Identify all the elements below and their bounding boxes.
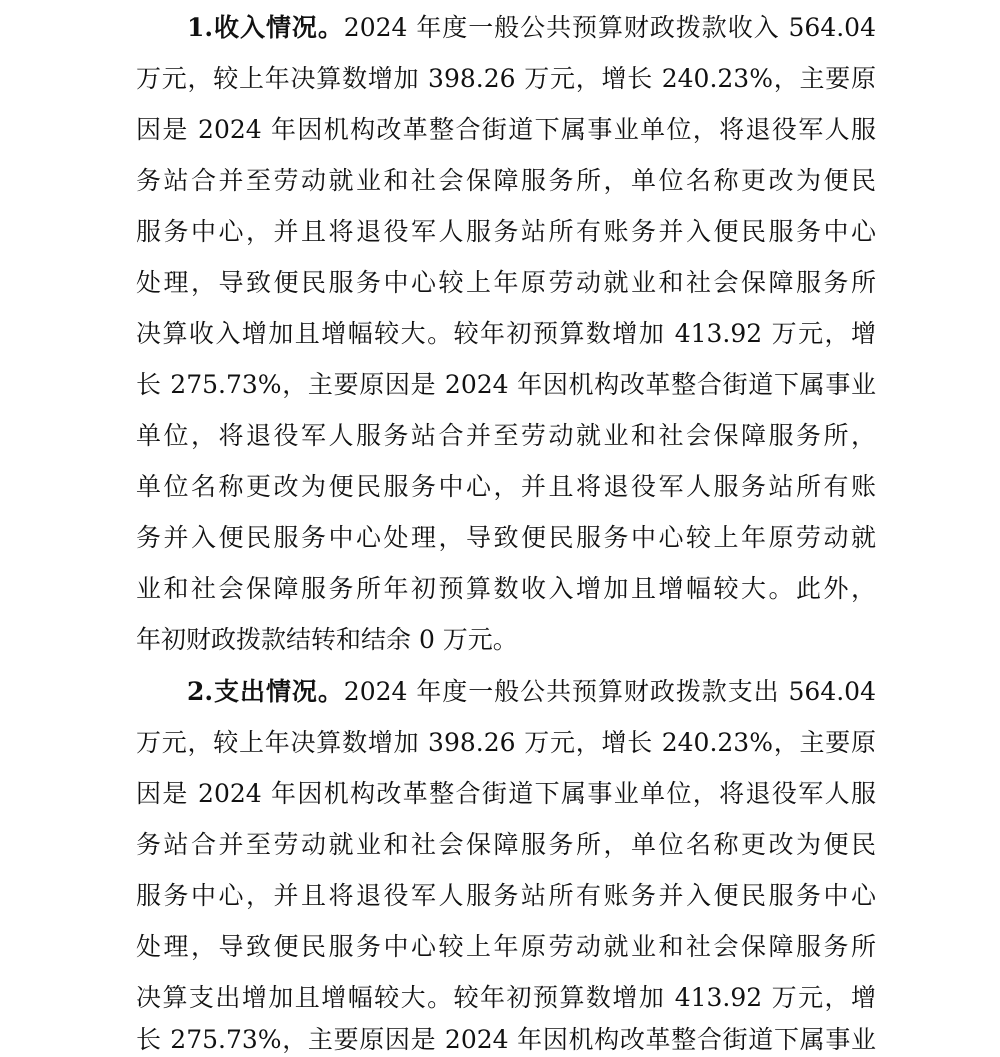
- paragraph-line: 决算收入增加且增幅较大。较年初预算数增加 413.92 万元，增: [136, 319, 876, 348]
- paragraph-line: 处理，导致便民服务中心较上年原劳动就业和社会保障服务所: [136, 932, 876, 961]
- paragraph-line: 决算支出增加且增幅较大。较年初预算数增加 413.92 万元，增: [136, 983, 876, 1012]
- paragraph-line: 因是 2024 年因机构改革整合街道下属事业单位，将退役军人服: [136, 779, 876, 808]
- paragraph-line: [187, 666, 876, 717]
- paragraph-line: 长 275.73%，主要原因是 2024 年因机构改革整合街道下属事业: [136, 370, 876, 399]
- paragraph-line: [187, 2, 876, 53]
- paragraph-line: 务站合并至劳动就业和社会保障服务所，单位名称更改为便民: [136, 166, 876, 195]
- paragraph-line: 单位，将退役军人服务站合并至劳动就业和社会保障服务所，: [136, 421, 876, 450]
- paragraph-line: 年初财政拨款结转和结余 0 万元。: [136, 625, 518, 654]
- paragraph-line: 处理，导致便民服务中心较上年原劳动就业和社会保障服务所: [136, 268, 876, 297]
- paragraph-line: 长 275.73%，主要原因是 2024 年因机构改革整合街道下属事业: [136, 1025, 876, 1054]
- paragraph-text: 2024 年度一般公共预算财政拨款支出 564.04: [343, 677, 876, 706]
- paragraph-line: 务站合并至劳动就业和社会保障服务所，单位名称更改为便民: [136, 830, 876, 859]
- paragraph-line: 业和社会保障服务所年初预算数收入增加且增幅较大。此外，: [136, 574, 876, 603]
- paragraph-line: 万元，较上年决算数增加 398.26 万元，增长 240.23%，主要原: [136, 728, 876, 757]
- section-heading-income: 1.收入情况。: [187, 13, 344, 42]
- paragraph-text: 2024 年度一般公共预算财政拨款收入 564.04: [343, 13, 876, 42]
- paragraph-line: 万元，较上年决算数增加 398.26 万元，增长 240.23%，主要原: [136, 64, 876, 93]
- section-heading-expenditure: 2.支出情况。: [187, 677, 344, 706]
- paragraph-line: 单位名称更改为便民服务中心，并且将退役军人服务站所有账: [136, 472, 876, 501]
- paragraph-line: 服务中心，并且将退役军人服务站所有账务并入便民服务中心: [136, 217, 876, 246]
- paragraph-line: 服务中心，并且将退役军人服务站所有账务并入便民服务中心: [136, 881, 876, 910]
- paragraph-line: 务并入便民服务中心处理，导致便民服务中心较上年原劳动就: [136, 523, 876, 552]
- paragraph-line: 因是 2024 年因机构改革整合街道下属事业单位，将退役军人服: [136, 115, 876, 144]
